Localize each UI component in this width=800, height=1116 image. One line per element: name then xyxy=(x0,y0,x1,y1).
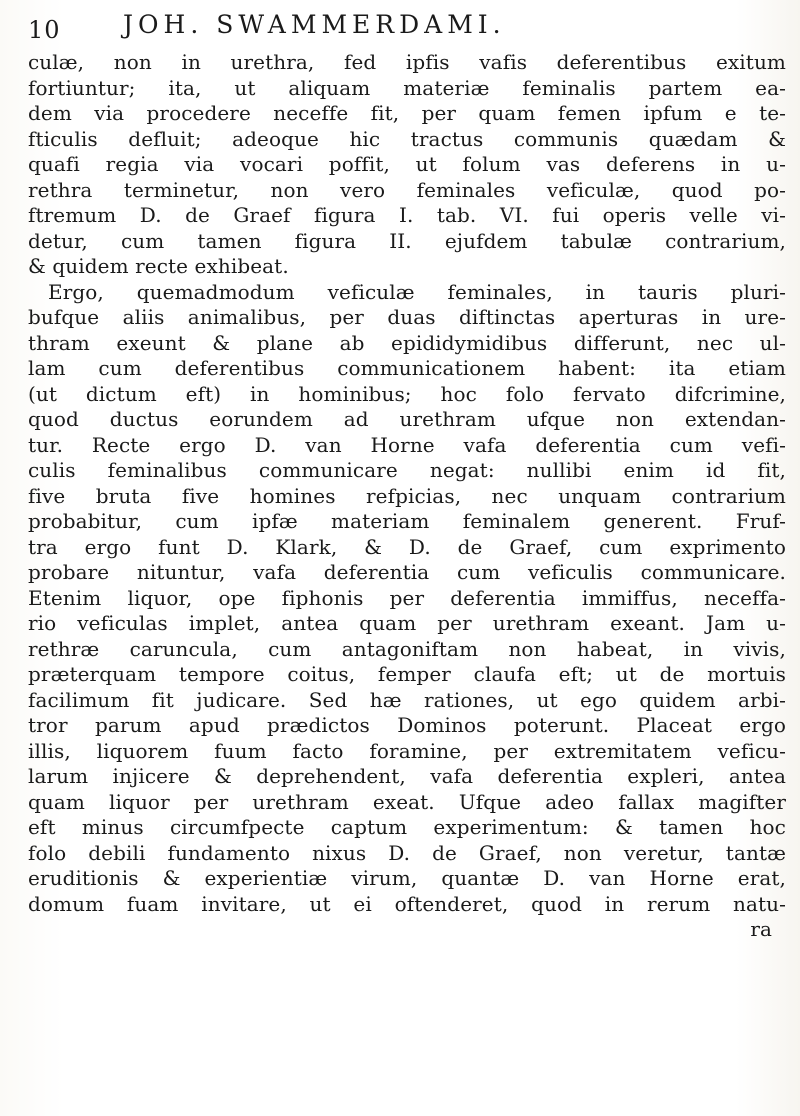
text-line: præterquam tempore coitus, femper claufa eft; ut de mortuis xyxy=(28,662,786,686)
text-line: facilimum fit judicare. Sed hæ rationes, ut ego quidem arbi- xyxy=(28,687,786,712)
text-line: domum fuam invitare, ut ei oftenderet, quod in rerum natu- xyxy=(28,891,786,916)
page-number: 10 xyxy=(28,16,61,44)
text-line: fticulis defluit; adeoque hic tractus communis quædam & xyxy=(28,126,786,151)
text-line: quod ductus eorundem ad urethram ufque non extendan- xyxy=(28,407,786,431)
text-line: Etenim liquor, ope fiphonis per deferentia immiffus, neceffa- xyxy=(28,585,786,610)
text-line: lam cum deferentibus communicationem habent: ita etiam xyxy=(28,356,786,380)
text-line: culæ, non in urethra, fed ipfis vafis deferentibus exitum xyxy=(28,50,786,74)
text-line: eft minus circumfpecte captum experimentum: & tamen hoc xyxy=(28,815,786,839)
text-line: quam liquor per urethram exeat. Ufque adeo fallax magifter xyxy=(28,789,786,814)
text-line: (ut dictum eft) in hominibus; hoc folo fervato difcrimine, xyxy=(28,381,786,406)
text-line: rethræ caruncula, cum antagoniftam non habeat, in vivis, xyxy=(28,636,786,661)
running-head: JOH. SWAMMERDAMI. xyxy=(123,10,506,39)
text-line: ftremum D. de Graef figura I. tab. VI. fui operis velle vi- xyxy=(28,203,786,227)
text-line: folo debili fundamento nixus D. de Graef, non veretur, tantæ xyxy=(28,840,786,865)
text-line: quafi regia via vocari poffit, ut folum vas deferens in u- xyxy=(28,152,786,176)
text-line: larum injicere & deprehendent, vafa deferentia expleri, antea xyxy=(28,764,786,788)
catchword: ra xyxy=(750,917,772,941)
text-line: Ergo, quemadmodum veficulæ feminales, in tauris pluri- xyxy=(48,279,786,304)
text-line: illis, liquorem fuum facto foramine, per extremitatem veficu- xyxy=(28,738,786,763)
text-line: rethra terminetur, non vero feminales veficulæ, quod po- xyxy=(28,177,786,202)
text-line: rio veficulas implet, antea quam per urethram exeant. Jam u- xyxy=(28,611,786,635)
text-line: detur, cum tamen figura II. ejufdem tabulæ contrarium, xyxy=(28,228,786,253)
body-text xyxy=(28,50,786,943)
text-line: tra ergo funt D. Klark, & D. de Graef, cum exprimento xyxy=(28,534,786,559)
text-line: bufque aliis animalibus, per duas diftinctas aperturas in ure- xyxy=(28,305,786,329)
text-line: tur. Recte ergo D. van Horne vafa deferentia cum vefi- xyxy=(28,432,786,457)
text-line: eruditionis & experientiæ virum, quantæ D. van Horne erat, xyxy=(28,866,786,890)
text-line: tror parum apud prædictos Dominos poterunt. Placeat ergo xyxy=(28,713,786,737)
text-line: probabitur, cum ipfæ materiam feminalem generent. Fruf- xyxy=(28,509,786,533)
page-header xyxy=(28,6,768,46)
text-line: five bruta five homines refpicias, nec unquam contrarium xyxy=(28,483,786,508)
text-line: & quidem recte exhibeat. xyxy=(28,254,289,278)
text-line: thram exeunt & plane ab epididymidibus differunt, nec ul- xyxy=(28,330,786,355)
text-line: culis feminalibus communicare negat: nullibi enim id fit, xyxy=(28,458,786,482)
text-line: fortiuntur; ita, ut aliquam materiæ feminalis partem ea- xyxy=(28,75,786,100)
text-line: probare nituntur, vafa deferentia cum veficulis communicare. xyxy=(28,560,786,584)
text-line: dem via procedere neceffe fit, per quam femen ipfum e te- xyxy=(28,101,786,125)
